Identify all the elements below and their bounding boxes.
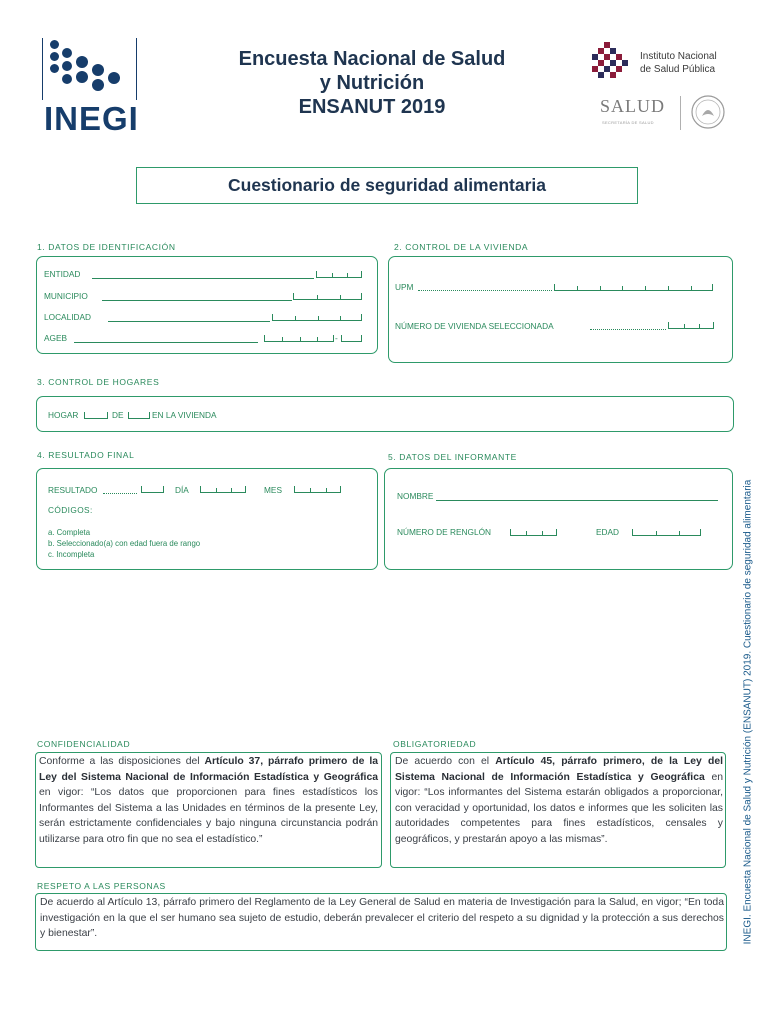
nombre-line[interactable] — [436, 500, 718, 501]
inegi-logo — [42, 36, 142, 136]
side-caption: INEGI. Encuesta Nacional de Salud y Nutrición (ENSANUT) 2019. Cuestionario de seguridad alimentaria — [742, 479, 754, 945]
resultado-dots — [103, 493, 137, 494]
insp-name-line-1: Instituto Nacional — [640, 51, 717, 62]
section-5-box — [384, 468, 733, 570]
upm-cells[interactable] — [554, 284, 713, 291]
dia-label: DÍA — [175, 485, 189, 495]
respeto-text: De acuerdo al Artículo 13, párrafo primero del Reglamento de la Ley General de Salud en materia de Investigación para la Salud, en vigor; “En toda investigación en la que el ser humano sea sujeto de estudio, deberán prevalecer el criterio del respeto a su dignidad y la protección a sus derechos y bienestar”. — [40, 897, 724, 940]
vivienda-cells[interactable] — [668, 322, 714, 329]
form-title-box — [136, 167, 638, 204]
respeto-title: RESPETO A LAS PERSONAS — [37, 881, 166, 891]
section-4-title: 4. RESULTADO FINAL — [37, 450, 135, 460]
renglon-label: NÚMERO DE RENGLÓN — [397, 527, 492, 537]
edad-label: EDAD — [596, 527, 620, 537]
section-1-title: 1. DATOS DE IDENTIFICACIÓN — [37, 242, 176, 252]
localidad-label: LOCALIDAD — [44, 312, 92, 322]
mes-label: MES — [264, 485, 282, 495]
section-2-box — [388, 256, 733, 363]
salud-text: SALUD — [600, 96, 666, 116]
dia-cells[interactable] — [200, 486, 246, 493]
municipio-label: MUNICIPIO — [44, 291, 88, 301]
entidad-label: ENTIDAD — [44, 269, 81, 279]
localidad-cells[interactable] — [272, 314, 362, 321]
mexico-seal-icon — [690, 94, 726, 130]
localidad-line[interactable] — [108, 321, 270, 322]
confidencialidad-text — [39, 754, 378, 848]
section-2-title: 2. CONTROL DE LA VIVIENDA — [394, 242, 529, 252]
obl-text-a: De acuerdo con el — [395, 756, 496, 767]
insp-name-line-2: de Salud Pública — [640, 64, 716, 75]
insp-mosaic-icon — [590, 40, 634, 84]
hogar-cell[interactable] — [84, 412, 108, 419]
ageb-cells[interactable] — [264, 335, 334, 342]
de-label: DE — [112, 410, 124, 420]
municipio-cells[interactable] — [293, 293, 362, 300]
hogar-label: HOGAR — [48, 410, 79, 420]
obl-text-bold: Artículo 45, párrafo primero, de la Ley del Sistema Nacional de Información Estadística y Geográfica — [395, 756, 723, 783]
entidad-line[interactable] — [92, 278, 314, 279]
inegi-logo-text: INEGI — [44, 100, 139, 137]
nombre-label: NOMBRE — [397, 491, 434, 501]
ageb-label: AGEB — [44, 333, 68, 343]
total-hogares-cell[interactable] — [128, 412, 150, 419]
option-fuera-de-rango: b. Seleccionado(a) con edad fuera de rango — [48, 539, 201, 548]
vivienda-number-label: NÚMERO DE VIVIENDA SELECCIONADA — [395, 321, 554, 331]
ageb-check-cell[interactable] — [341, 335, 362, 342]
salud-logo — [596, 92, 732, 136]
title-line-3: ENSANUT 2019 — [298, 96, 446, 118]
conf-text-c: en vigor: “Los datos que proporcionen para fines estadísticos los Informantes del Sistema a las Unidades en términos de la presente Ley, serán estrictamente confidenciales y bajo ninguna circunstancia podrán utilizarse para otro fin que no sea el estadístico.” — [39, 787, 378, 845]
codigos-label: CÓDIGOS: — [48, 505, 93, 515]
obligatoriedad-title: OBLIGATORIEDAD — [393, 739, 477, 749]
municipio-line[interactable] — [102, 300, 292, 301]
vivienda-dots — [590, 329, 666, 330]
option-incompleta: c. Incompleta — [48, 550, 95, 559]
option-completa: a. Completa — [48, 528, 91, 537]
insp-logo — [590, 40, 730, 86]
ageb-line[interactable] — [74, 342, 258, 343]
ageb-separator: - — [335, 333, 338, 343]
salud-subtext: SECRETARÍA DE SALUD — [602, 120, 654, 125]
obl-text-c: en vigor: “Los informantes del Sistema estarán obligados a proporcionar, con veracidad y oportunidad, los datos e informes que les soliciten las autoridades competentes para fines estadísticos, censales y geográficos, y prestarán apoyo a las mismas”. — [395, 771, 724, 845]
confidencialidad-title: CONFIDENCIALIDAD — [37, 739, 131, 749]
title-line-1: Encuesta Nacional de Salud — [238, 48, 506, 70]
en-vivienda-label: EN LA VIVIENDA — [152, 410, 217, 420]
entidad-cells[interactable] — [316, 271, 362, 278]
conf-text-a: Conforme a las disposiciones del — [39, 756, 205, 767]
section-3-title: 3. CONTROL DE HOGARES — [37, 377, 160, 387]
obligatoriedad-text — [395, 754, 723, 848]
upm-dots — [418, 290, 552, 291]
edad-cells[interactable] — [632, 529, 701, 536]
conf-text-bold: Artículo 37, párrafo primero de la Ley del Sistema Nacional de Información Estadística y Geográfica — [39, 756, 378, 783]
title-line-2: y Nutrición — [319, 72, 425, 94]
upm-label: UPM — [395, 282, 414, 292]
form-title: Cuestionario de seguridad alimentaria — [228, 175, 546, 195]
section-5-title: 5. DATOS DEL INFORMANTE — [388, 452, 517, 462]
renglon-cells[interactable] — [510, 529, 557, 536]
survey-title — [170, 47, 574, 119]
mes-cells[interactable] — [294, 486, 341, 493]
resultado-label: RESULTADO — [48, 485, 98, 495]
resultado-cell[interactable] — [141, 486, 164, 493]
